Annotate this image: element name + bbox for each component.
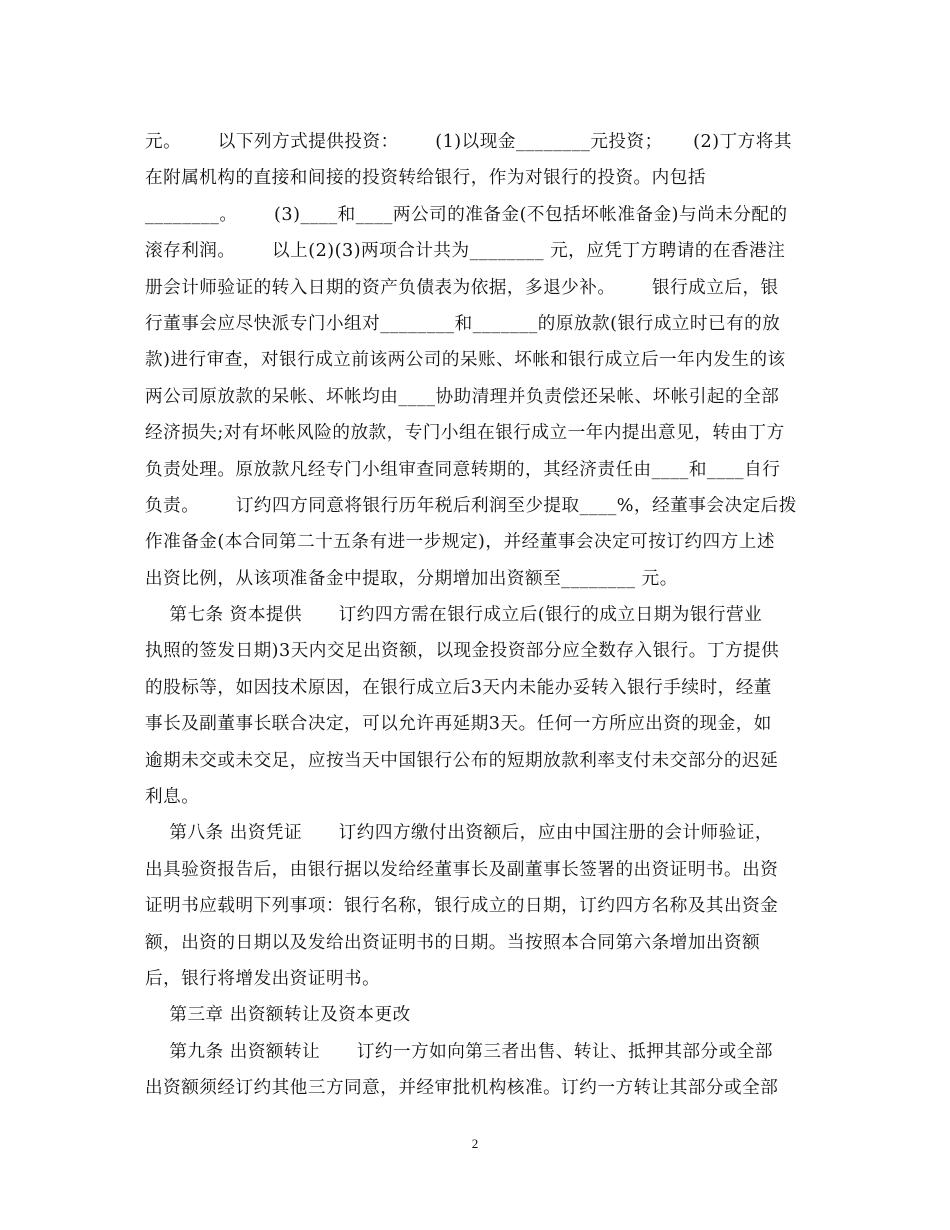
document-body bbox=[145, 124, 805, 1107]
article-9-heading-line: 第九条 出资额转让 订约一方如向第三者出售、转让、抵押其部分或全部 bbox=[145, 1041, 773, 1062]
text-line: 经济损失;对有坏帐风险的放款，专门小组在银行成立一年内提出意见，转由丁方 bbox=[145, 423, 785, 444]
text-line: 逾期未交或未交足，应按当天中国银行公布的短期放款利率支付未交部分的迟延 bbox=[145, 750, 779, 771]
text-line: 行董事会应尽快派专门小组对________和_______的原放款(银行成立时已有的放 bbox=[145, 313, 781, 334]
text-line: 元。 以下列方式提供投资： (1)以现金________元投资； (2)丁方将其 bbox=[145, 132, 792, 152]
text-line: 册会计师验证的转入日期的资产负债表为依据，多退少补。 银行成立后，银 bbox=[145, 277, 779, 298]
page-number: 2 bbox=[471, 1136, 479, 1151]
text-line: ________。 (3)____和____两公司的准备金(不包括坏帐准备金)与尚未分配的 bbox=[145, 204, 788, 225]
chapter-3-heading: 第三章 出资额转让及资本更改 bbox=[145, 1005, 411, 1026]
text-line: 在附属机构的直接和间接的投资转给银行，作为对银行的投资。内包括 bbox=[145, 168, 706, 189]
text-line: 款)进行审查，对银行成立前该两公司的呆账、坏帐和银行成立后一年内发生的该 bbox=[145, 350, 786, 371]
text-line: 出资额须经订约其他三方同意，并经审批机构核准。订约一方转让其部分或全部 bbox=[145, 1078, 779, 1099]
text-line: 证明书应载明下列事项：银行名称，银行成立的日期，订约四方名称及其出资金 bbox=[145, 896, 779, 917]
text-line: 执照的签发日期)3天内交足出资额，以现金投资部分应全数存入银行。丁方提供 bbox=[145, 641, 780, 662]
text-line: 负责处理。原放款凡经专门小组审查同意转期的，其经济责任由____和____自行 bbox=[145, 459, 781, 480]
text-line: 滚存利润。 以上(2)(3)两项合计共为________ 元，应凭丁方聘请的在香港注 bbox=[145, 241, 786, 262]
text-line: 后，银行将增发出资证明书。 bbox=[145, 968, 381, 989]
text-line: 额，出资的日期以及发给出资证明书的日期。当按照本合同第六条增加出资额 bbox=[145, 932, 761, 953]
text-line: 两公司原放款的呆帐、坏帐均由____协助清理并负责偿还呆帐、坏帐引起的全部 bbox=[145, 386, 780, 407]
text-line: 事长及副董事长联合决定，可以允许再延期3天。任何一方所应出资的现金，如 bbox=[145, 714, 772, 735]
text-line: 出具验资报告后，由银行据以发给经董事长及副董事长签署的出资证明书。出资 bbox=[145, 859, 779, 880]
text-line: 的股标等，如因技术原因，在银行成立后3天内未能办妥转入银行手续时，经董 bbox=[145, 677, 772, 698]
text-line: 作准备金(本合同第二十五条有进一步规定)，并经董事会决定可按订约四方上述 bbox=[145, 532, 775, 553]
text-line: 利息。 bbox=[145, 787, 200, 808]
article-8-heading-line: 第八条 出资凭证 订约四方缴付出资额后，应由中国注册的会计师验证， bbox=[145, 823, 773, 844]
text-line: 出资比例，从该项准备金中提取，分期增加出资额至________ 元。 bbox=[145, 568, 678, 589]
text-line: 负责。 订约四方同意将银行历年税后利润至少提取____%，经董事会决定后拨 bbox=[145, 495, 797, 516]
article-7-heading-line: 第七条 资本提供 订约四方需在银行成立后(银行的成立日期为银行营业 bbox=[145, 605, 763, 626]
